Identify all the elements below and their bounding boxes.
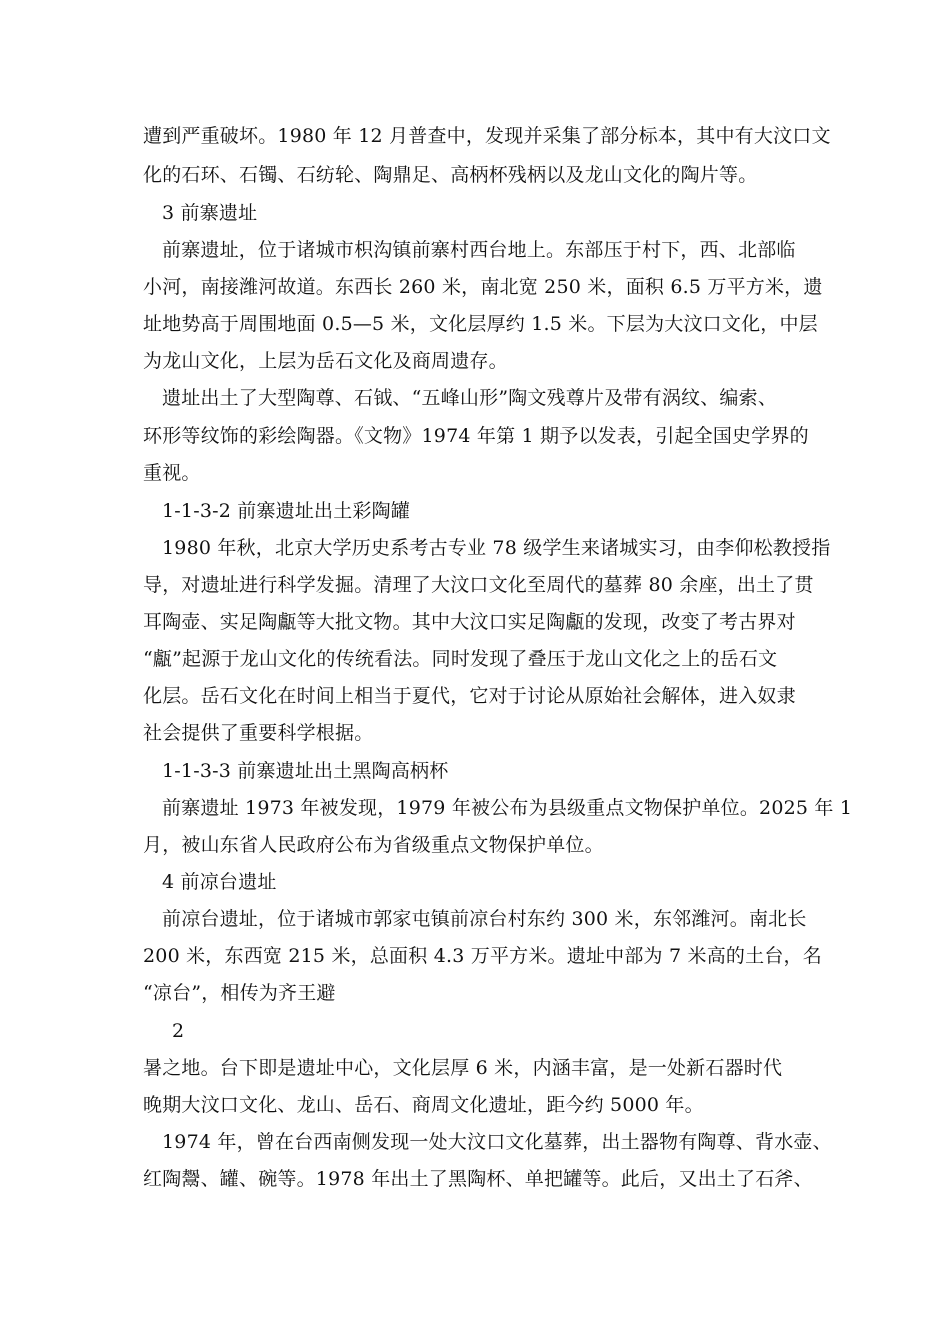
text-line: 社会提供了重要科学根据。 [143, 722, 374, 744]
text-line: 前寨遗址，位于诸城市枳沟镇前寨村西台地上。东部压于村下，西、北部临 [162, 239, 796, 261]
text-line: 耳陶壶、实足陶甗等大批文物。其中大汶口实足陶甗的发现，改变了考古界对 [143, 611, 796, 633]
section-heading: 4 前凉台遗址 [162, 871, 277, 893]
figure-caption: 1-1-3-2 前寨遗址出土彩陶罐 [162, 500, 411, 522]
text-line: 遗址出土了大型陶尊、石钺、“五峰山形”陶文残尊片及带有涡纹、编索、 [162, 387, 778, 409]
text-line: 导，对遗址进行科学发掘。清理了大汶口文化至周代的墓葬 80 余座，出土了贯 [143, 574, 814, 596]
text-line: 化层。岳石文化在时间上相当于夏代，它对于讨论从原始社会解体，进入奴隶 [143, 685, 796, 707]
page-number: 2 [172, 1020, 185, 1042]
text-line: “凉台”，相传为齐王避 [143, 982, 336, 1004]
text-line: 遭到严重破坏。1980 年 12 月普查中，发现并采集了部分标本，其中有大汶口文 [143, 125, 831, 147]
text-line: 前寨遗址 1973 年被发现，1979 年被公布为县级重点文物保护单位。2025 年 1 [162, 797, 853, 819]
text-line: 1980 年秋，北京大学历史系考古专业 78 级学生来诸城实习，由李仰松教授指 [162, 537, 831, 559]
text-line: 为龙山文化，上层为岳石文化及商周遗存。 [143, 350, 508, 372]
text-line: 1974 年，曾在台西南侧发现一处大汶口文化墓葬，出土器物有陶尊、背水壶、 [162, 1131, 832, 1153]
text-line: 小河，南接潍河故道。东西长 260 米，南北宽 250 米，面积 6.5 万平方米，遗 [143, 276, 823, 298]
text-line: 月，被山东省人民政府公布为省级重点文物保护单位。 [143, 834, 604, 856]
text-line: 化的石环、石镯、石纺轮、陶鼎足、高柄杯残柄以及龙山文化的陶片等。 [143, 164, 758, 186]
text-line: 红陶鬶、罐、碗等。1978 年出土了黑陶杯、单把罐等。此后，又出土了石斧、 [143, 1168, 813, 1190]
text-line: “甗”起源于龙山文化的传统看法。同时发现了叠压于龙山文化之上的岳石文 [143, 648, 778, 670]
text-line: 200 米，东西宽 215 米，总面积 4.3 万平方米。遗址中部为 7 米高的土台，名 [143, 945, 822, 967]
text-line: 暑之地。台下即是遗址中心，文化层厚 6 米，内涵丰富，是一处新石器时代 [143, 1057, 783, 1079]
figure-caption: 1-1-3-3 前寨遗址出土黑陶高柄杯 [162, 760, 449, 782]
section-heading: 3 前寨遗址 [162, 202, 258, 224]
text-line: 前凉台遗址，位于诸城市郭家屯镇前凉台村东约 300 米，东邻潍河。南北长 [162, 908, 807, 930]
text-line: 晚期大汶口文化、龙山、岳石、商周文化遗址，距今约 5000 年。 [143, 1094, 704, 1116]
text-line: 重视。 [143, 462, 201, 484]
text-line: 环形等纹饰的彩绘陶器。《文物》1974 年第 1 期予以发表，引起全国史学界的 [143, 425, 809, 447]
text-line: 址地势高于周围地面 0.5—5 米，文化层厚约 1.5 米。下层为大汶口文化，中层 [143, 313, 818, 335]
